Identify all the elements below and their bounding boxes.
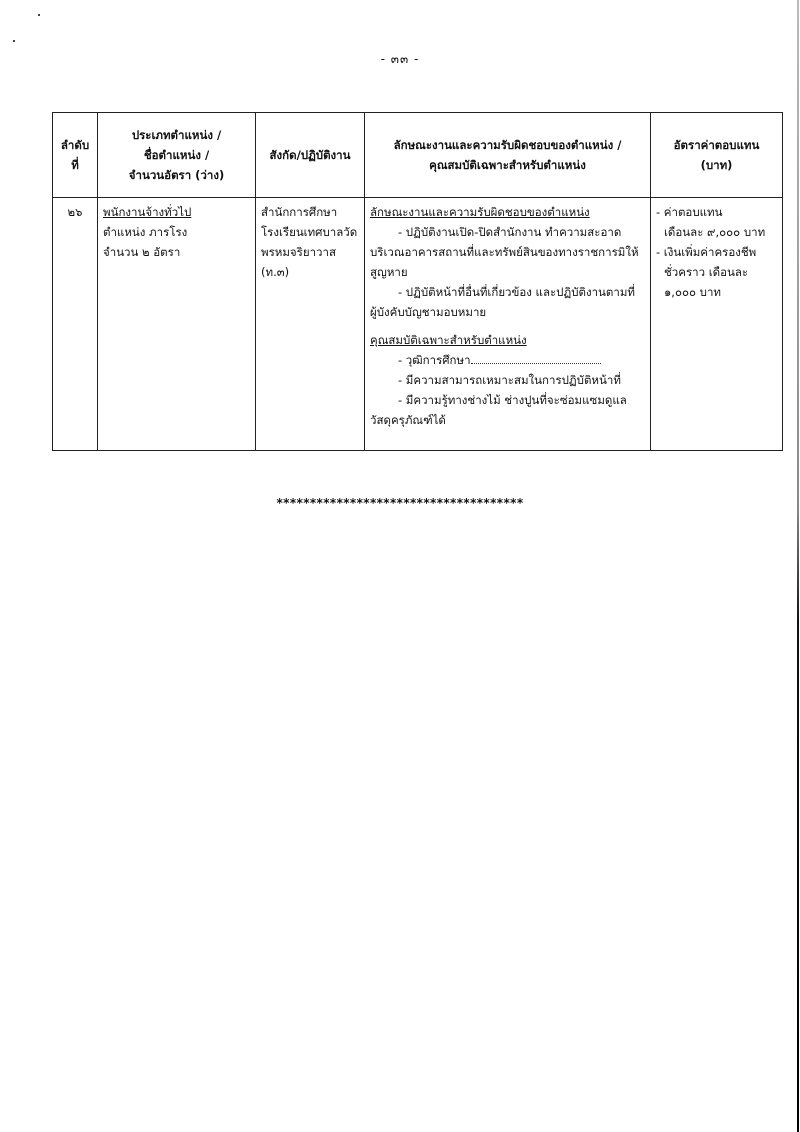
- scan-edge-line: [797, 0, 799, 1132]
- pay-allowance-value: ๑,๐๐๐ บาท: [664, 285, 722, 299]
- duties-heading: ลักษณะงานและความรับผิดชอบของตำแหน่ง: [370, 205, 590, 219]
- pay-cell: - ค่าตอบแทน เดือนละ ๙,๐๐๐ บาท - เงินเพิ่มค่าครองชีพ ชั่วคราว เดือนละ ๑,๐๐๐ บาท: [651, 198, 783, 451]
- qualification-ability: - มีความสามารถเหมาะสมในการปฏิบัติหน้าที่: [398, 373, 621, 387]
- pay-item-allowance: - เงินเพิ่มค่าครองชีพ: [656, 245, 757, 259]
- page-number: - ๓๓ -: [380, 52, 420, 66]
- scan-speck: [13, 40, 15, 42]
- duties-cell: ลักษณะงานและความรับผิดชอบของตำแหน่ง - ปฏิบัติงานเปิด-ปิดสำนักงาน ทำความสะอาด บริเวณอาคารสถานที่และทรัพย์สินของทางราชการมิให้ สูญหาย - ปฏิบัติหน้าที่อื่นที่เกี่ยวข้อง และปฏิบัติงานตามที่ ผู้บังคับบัญชามอบหมาย คุณสมบัติเฉพาะสำหรับตำแหน่ง - วุฒิการศึกษา - มีความสามารถเหมาะสมในการปฏิบัติหน้าที่ - มีความรู้ทางช่างไม้ ช่างปูนที่จะซ่อมแซมดูแล วัสดุครุภัณฑ์ได้: [365, 198, 651, 451]
- header-pay: อัตราค่าตอบแทน (บาท): [651, 113, 783, 198]
- job-position-table: [52, 112, 783, 451]
- spacer: [370, 322, 645, 330]
- header-position-type: ประเภทตำแหน่ง / ชื่อตำแหน่ง / จำนวนอัตรา (ว่าง): [98, 113, 256, 198]
- position-cell: [98, 198, 256, 451]
- qualifications-heading: คุณสมบัติเฉพาะสำหรับตำแหน่ง: [370, 333, 527, 347]
- position-category: พนักงานจ้างทั่วไป: [103, 205, 192, 219]
- qualification-skills: - มีความรู้ทางช่างไม้ ช่างปูนที่จะซ่อมแซมดูแล: [398, 393, 627, 407]
- pay-item-salary: - ค่าตอบแทน: [656, 205, 723, 219]
- unit-cell: สำนักการศึกษา โรงเรียนเทศบาลวัด พรหมจริยาวาส (ท.๓): [256, 198, 365, 451]
- end-separator: *************************************: [276, 496, 524, 510]
- pay-salary-value: เดือนละ ๙,๐๐๐ บาท: [664, 225, 766, 239]
- position-name: ตำแหน่ง ภารโรง: [103, 225, 188, 239]
- table-row: [53, 198, 783, 451]
- table-header-row: [53, 113, 783, 198]
- header-no: ลำดับ ที่: [53, 113, 98, 198]
- row-number: ๒๖: [53, 198, 98, 451]
- position-count: จำนวน ๒ อัตรา: [103, 245, 181, 259]
- scan-speck: [38, 14, 40, 16]
- header-unit: สังกัด/ปฏิบัติงาน: [256, 113, 365, 198]
- header-duties: ลักษณะงานและความรับผิดชอบของตำแหน่ง / คุณสมบัติเฉพาะสำหรับตำแหน่ง: [365, 113, 651, 198]
- qualification-education: - วุฒิการศึกษา: [398, 353, 471, 367]
- blank-line: [471, 351, 601, 364]
